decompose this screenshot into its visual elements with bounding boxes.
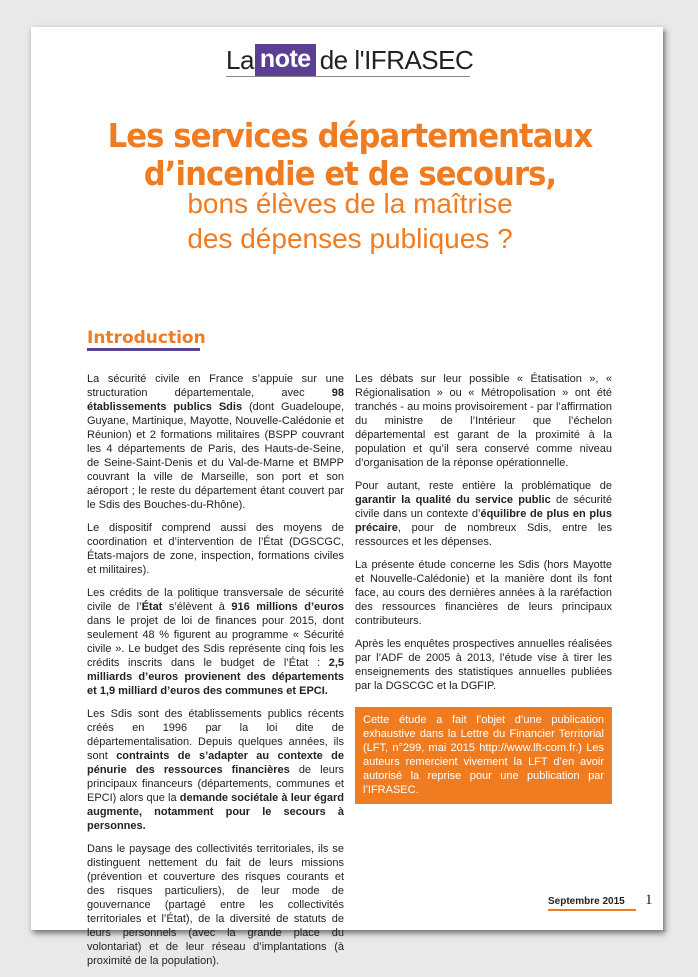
footer-rule: [548, 909, 636, 911]
paragraph: Après les enquêtes prospectives annuelles réalisées par l’ADF de 2005 à 2013, l’étude vise à tirer les enseignements des statistiques annuelles publiées par la DGSCGC et la DGFIP.: [355, 638, 612, 692]
paragraph: Les débats sur leur possible « Étatisation », « Régionalisation » ou « Métropolisation » ont été tranchés - au moins provisoirement - par l’affirmation du ministre de l’Intérieur que l’échelon départemental est garant de la proximité à la population et qu’il sera conservé comme niveau d’organisation de la réponse opérationnelle.: [355, 373, 612, 469]
bold-text: 916 millions d’euros: [231, 601, 344, 613]
bold-text: équilibre de plus en plus précaire: [355, 508, 612, 534]
paragraph: [87, 586, 344, 698]
title-line-1: Les services départementaux: [107, 116, 593, 155]
paragraph: [355, 479, 612, 549]
text: de sécurité civile dans un contexte d’: [355, 494, 612, 520]
text: de leurs principaux financeurs (départements, communes et EPCI) alors que la: [87, 764, 344, 804]
page-number: 1: [645, 892, 653, 908]
masthead: [226, 44, 473, 76]
paragraph: Le dispositif comprend aussi des moyens de coordination et d’intervention de l’État (DGSCGC, États-majors de zone, inspection, formations civiles et militaires).: [87, 522, 344, 576]
left-column: [87, 372, 344, 977]
bold-text: garantir la qualité du service public: [355, 494, 551, 506]
paragraph: Dans le paysage des collectivités territoriales, ils se distinguent nettement du fait de leurs missions (prévention et couverture des risques courants et des risques particuliers), de leur mode de gouvernance (partagé entre les collectivités territoriales et l’État), de la diversité de statuts de leurs personnels (avec la grande place du volontariat) et de leur réseau d’implantations (à proximité de la population).: [87, 843, 344, 967]
subtitle-line-2: des dépenses publiques ?: [187, 223, 513, 254]
footer-date: Septembre 2015: [548, 896, 625, 907]
bold-text: État: [141, 601, 163, 613]
bold-text: demande sociétale à leur égard augmente, notamment pour le secours à personnes.: [87, 792, 344, 832]
masthead-note: note: [255, 44, 316, 76]
bold-text: 2,5 milliards d’euros provienent des départements et 1,9 milliard d’euros des communes et EPCI.: [87, 657, 344, 697]
text: (dont Guadeloupe, Guyane, Martinique, Mayotte, Nouvelle-Calédonie et Réunion) et 2 formations militaires (BSPP couvrant les 4 départements de Paris, des Hauts-de-Seine, de Seine-Saint-Denis et du Val-de-Marne et BMPP couvrant la ville de Marseille, son port et son aéroport ; le reste du département étant couvert par le Sdis des Bouches-du-Rhône).: [87, 401, 344, 511]
paragraph: La présente étude concerne les Sdis (hors Mayotte et Nouvelle-Calédonie) et la manière dont ils font face, au cours des dernières années à la raréfaction des ressources financières de leurs principaux contributeurs.: [355, 559, 612, 627]
text: Pour autant, reste entière la problématique de: [355, 480, 612, 492]
paragraph: [87, 372, 344, 512]
masthead-ifrasec: de l'IFRASEC: [319, 45, 474, 75]
right-column: [355, 372, 612, 804]
masthead-rule: [226, 76, 470, 77]
paragraph: [87, 707, 344, 833]
text: , pour de nombreux Sdis, entre les ressources et les dépenses.: [355, 522, 612, 548]
section-heading: Introduction: [87, 328, 206, 348]
text: s’élèvent à: [162, 601, 232, 613]
masthead-la: La: [226, 45, 254, 75]
bold-text: contraints de s’adapter au contexte de pénurie des ressources financières: [87, 750, 344, 776]
bold-text: 98 établissements publics Sdis: [87, 387, 344, 413]
text: dans le projet de loi de finances pour 2015, dont seulement 48 % figurent au programme « Sécurité civile ». Le budget des Sdis représente cinq fois les crédits inscrits dans le budget de l’État :: [87, 615, 344, 669]
text: Les crédits de la politique transversale de sécurité civile de l’: [87, 587, 344, 613]
page-shadow: [663, 32, 668, 932]
text: La sécurité civile en France s’appuie sur une structuration départementale, avec: [87, 373, 344, 399]
callout-box: Cette étude a fait l’objet d’une publication exhaustive dans la Lettre du Financier Territorial (LFT, n°299, mai 2015 http://www.lft-com.fr.) Les auteurs remercient vivement la LFT d’en avoir autorisé la reprise pour une publication par l’IFRASEC.: [355, 707, 612, 804]
section-heading-underline: [87, 348, 200, 351]
text: Les Sdis sont des établissements publics récents créés en 1996 par la loi dite de départementalisation. Depuis quelques années, ils sont: [87, 708, 344, 762]
subtitle-line-1: bons élèves de la maîtrise: [187, 188, 513, 219]
title-line-2: d’incendie et de secours,: [143, 154, 557, 193]
